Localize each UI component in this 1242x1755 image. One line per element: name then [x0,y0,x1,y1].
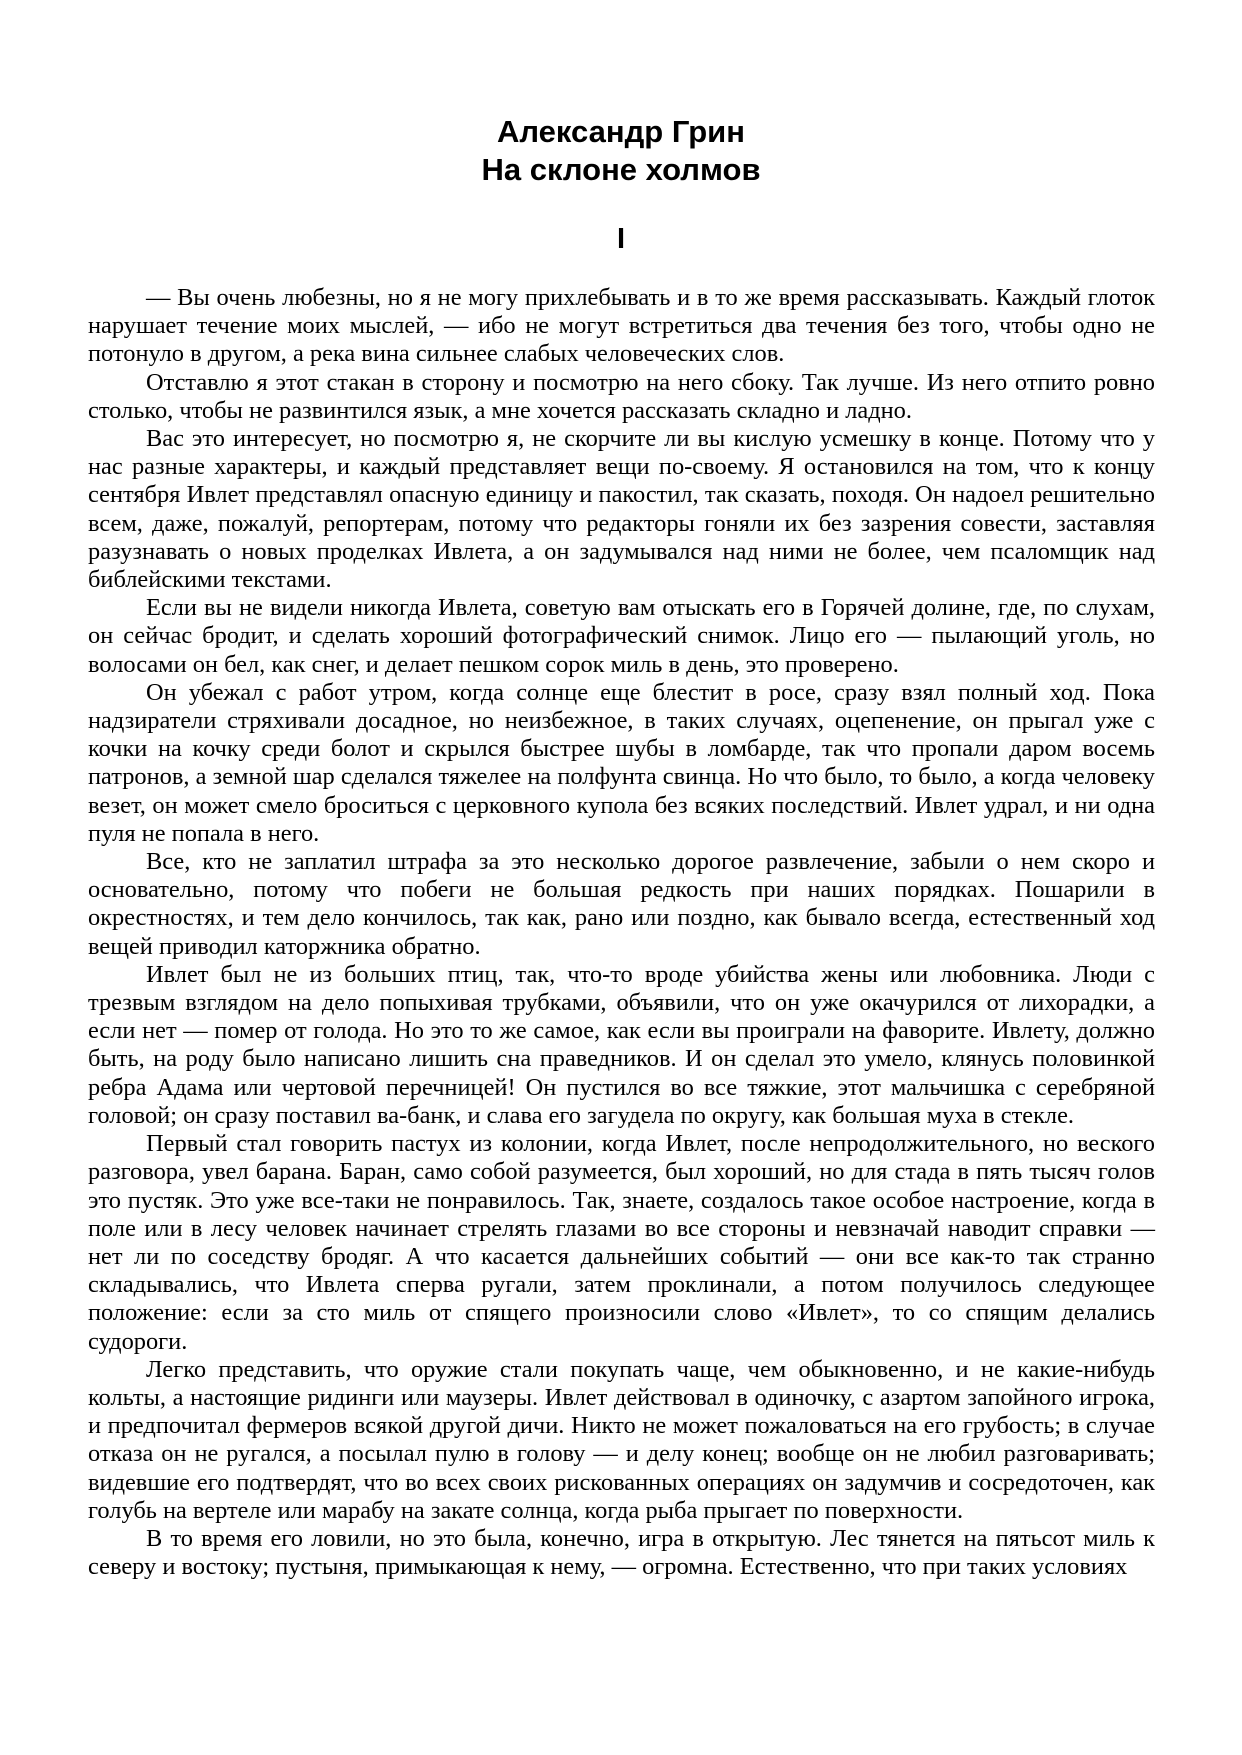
paragraph: Все, кто не заплатил штрафа за это несколько дорогое развлечение, забыли о нем скоро и основательно, потому что побеги не большая редкость при наших порядках. Пошарили в окрестностях, и тем дело кончилось, так как, рано или поздно, как бывало всегда, естественный ход вещей приводил каторжника обратно. [88,848,1155,960]
paragraph: Если вы не видели никогда Ивлета, советую вам отыскать его в Горячей долине, где, по слухам, он сейчас бродит, и сделать хороший фотографический снимок. Лицо его — пылающий уголь, но волосами он бел, как снег, и делает пешком сорок миль в день, это проверено. [88,594,1155,678]
paragraph: Первый стал говорить пастух из колонии, когда Ивлет, после непродолжительного, но веского разговора, увел барана. Баран, само собой разумеется, был хороший, но для стада в пять тысяч голов это пустяк. Это уже все-таки не понравилось. Так, знаете, создалось такое особое настроение, когда в поле или в лесу человек начинает стрелять глазами во все стороны и невзначай наводит справки — нет ли по соседству бродяг. А что касается дальнейших событий — они все как-то так странно складывались, что Ивлета сперва ругали, затем проклинали, а потом получилось следующее положение: если за сто миль от спящего произносили слово «Ивлет», то со спящим делались судороги. [88,1130,1155,1355]
author-name: Александр Грин [497,114,745,149]
paragraph: Ивлет был не из больших птиц, так, что-то вроде убийства жены или любовника. Люди с трезвым взглядом на дело попыхивая трубками, объявили, что он уже окачурился от лихорадки, а если нет — помер от голода. Но это то же самое, как если вы проиграли на фаворите. Ивлету, должно быть, на роду было написано лишить сна праведников. И он сделал это умело, клянусь половинкой ребра Адама или чертовой перечницей! Он пустился во все тяжкие, этот мальчишка с серебряной головой; он сразу поставил ва-банк, и слава его загудела по округу, как большая муха в стекле. [88,960,1155,1129]
paragraph: Вас это интересует, но посмотрю я, не скорчите ли вы кислую усмешку в конце. Потому что у нас разные характеры, и каждый представляет вещи по-своему. Я остановился на том, что к концу сентября Ивлет представлял опасную единицу и пакостил, так сказать, походя. Он надоел решительно всем, даже, пожалуй, репортерам, потому что редакторы гоняли их без зазрения совести, заставляя разузнавать о новых проделках Ивлета, а он задумывался над ними не более, чем псаломщик над библейскими текстами. [88,425,1155,594]
paragraph: Отставлю я этот стакан в сторону и посмотрю на него сбоку. Так лучше. Из него отпито ровно столько, чтобы не развинтился язык, а мне хочется рассказать складно и ладно. [88,368,1155,424]
paragraph: В то время его ловили, но это была, конечно, игра в открытую. Лес тянется на пятьсот миль к северу и востоку; пустыня, примыкающая к нему, — огромна. Естественно, что при таких условиях [88,1524,1155,1581]
paragraph: Он убежал с работ утром, когда солнце еще блестит в росе, сразу взял полный ход. Пока надзиратели стряхивали досадное, но неизбежное, в таких случаях, оцепенение, он прыгал уже с кочки на кочку среди болот и скрылся быстрее шубы в ломбарде, так что пропали даром восемь патронов, а земной шар сделался тяжелее на полфунта свинца. Но что было, то было, а когда человеку везет, он может смело броситься с церковного купола без всяких последствий. Ивлет удрал, и ни одна пуля не попала в него. [88,678,1155,847]
chapter-number: I [616,223,626,255]
story-body [88,284,1155,1581]
paragraph: Легко представить, что оружие стали покупать чаще, чем обыкновенно, и не какие-нибудь кольты, а настоящие ридинги или маузеры. Ивлет действовал в одиночку, с азартом запойного игрока, и предпочитал фермеров всякой другой дичи. Никто не может пожаловаться на его грубость; в случае отказа он не ругался, а посылал пулю в голову — и делу конец; вообще он не любил разговаривать; видевшие его подтвердят, что во всех своих рискованных операциях он задумчив и сосредоточен, как голубь на вертеле или марабу на закате солнца, когда рыба прыгает по поверхности. [88,1355,1155,1524]
story-title: На склоне холмов [481,152,761,187]
paragraph: — Вы очень любезны, но я не могу прихлебывать и в то же время рассказывать. Каждый глоток нарушает течение моих мыслей, — ибо не могут встретиться два течения без того, чтобы одно не потонуло в другом, а река вина сильнее слабых человеческих слов. [88,284,1155,368]
